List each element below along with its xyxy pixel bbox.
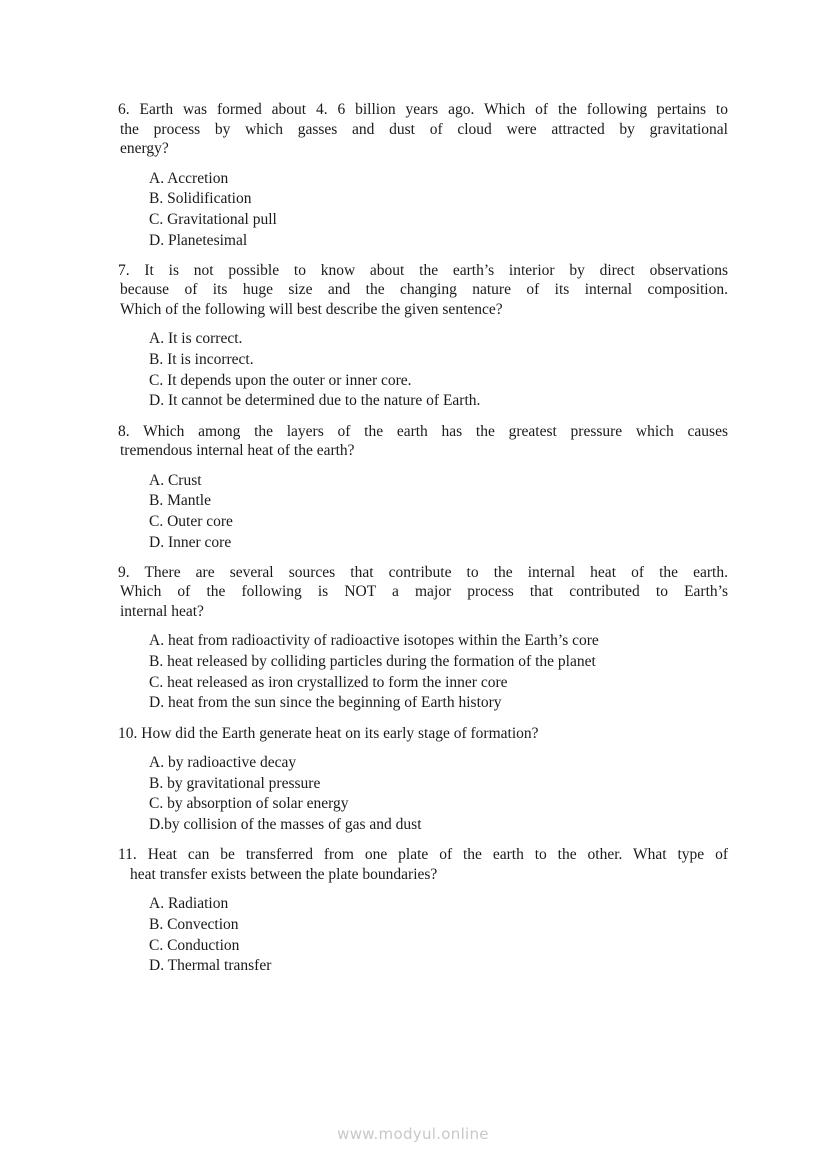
answer-options <box>118 631 728 714</box>
answer-option: C. by absorption of solar energy <box>149 795 349 813</box>
answer-option: A. Radiation <box>149 895 229 913</box>
question-text-line: because of its huge size and the changing nature of its internal composition. <box>120 281 728 299</box>
question-6 <box>118 100 728 251</box>
answer-option: A. Accretion <box>149 169 229 187</box>
answer-options <box>118 169 728 252</box>
question-list <box>118 100 728 977</box>
answer-option: B. It is incorrect. <box>149 350 254 368</box>
answer-option: B. Solidification <box>149 190 252 208</box>
question-text-line: 10. How did the Earth generate heat on its early stage of formation? <box>118 724 539 742</box>
answer-option: D. Inner core <box>149 533 232 551</box>
answer-option: D. Thermal transfer <box>149 957 272 975</box>
answer-option: C. Conduction <box>149 936 240 954</box>
answer-option: B. heat released by colliding particles during the formation of the planet <box>149 652 596 670</box>
question-text-line: 6. Earth was formed about 4. 6 billion years ago. Which of the following pertains to <box>118 101 728 118</box>
question-text-line: the process by which gasses and dust of cloud were attracted by gravitational <box>120 120 728 138</box>
question-text-line: internal heat? <box>120 602 204 620</box>
question-text-line: 9. There are several sources that contribute to the internal heat of the earth. <box>118 563 728 581</box>
answer-option: C. Outer core <box>149 512 233 530</box>
question-text-line: tremendous internal heat of the earth? <box>120 442 355 459</box>
answer-option: D. heat from the sun since the beginning of Earth history <box>149 694 502 712</box>
question-text-line: Which of the following is NOT a major process that contributed to Earth’s <box>120 583 728 601</box>
answer-option: C. Gravitational pull <box>149 210 277 228</box>
question-text-line: heat transfer exists between the plate boundaries? <box>130 865 438 883</box>
answer-option: C. It depends upon the outer or inner core. <box>149 371 412 389</box>
answer-option: C. heat released as iron crystallized to form the inner core <box>149 673 508 691</box>
question-text-line: energy? <box>120 140 169 157</box>
answer-option: B. Mantle <box>149 492 211 510</box>
question-text-line: 8. Which among the layers of the earth has the greatest pressure which causes <box>118 422 728 440</box>
question-text-line: Which of the following will best describe the given sentence? <box>120 300 503 318</box>
answer-option: B. by gravitational pressure <box>149 774 321 792</box>
question-text-line: 11. Heat can be transferred from one plate of the earth to the other. What type of <box>118 846 728 864</box>
answer-options <box>118 329 728 412</box>
answer-option: B. Convection <box>149 915 239 933</box>
answer-option: D. Planetesimal <box>149 231 248 249</box>
question-text-line: 7. It is not possible to know about the earth’s interior by direct observations <box>118 261 728 279</box>
question-11 <box>118 845 728 977</box>
answer-options <box>118 894 728 977</box>
answer-option: D. It cannot be determined due to the nature of Earth. <box>149 392 481 410</box>
answer-option: A. by radioactive decay <box>149 754 297 771</box>
answer-option: D.by collision of the masses of gas and dust <box>149 816 422 834</box>
answer-option: A. heat from radioactivity of radioactive isotopes within the Earth’s core <box>149 632 599 650</box>
watermark: www.modyul.online <box>337 1125 489 1143</box>
answer-option: A. It is correct. <box>149 330 243 348</box>
question-10 <box>118 724 728 836</box>
question-9 <box>118 563 728 714</box>
answer-option: A. Crust <box>149 471 202 489</box>
question-7 <box>118 261 728 412</box>
answer-options <box>118 753 728 836</box>
answer-options <box>118 471 728 554</box>
question-8 <box>118 422 728 554</box>
